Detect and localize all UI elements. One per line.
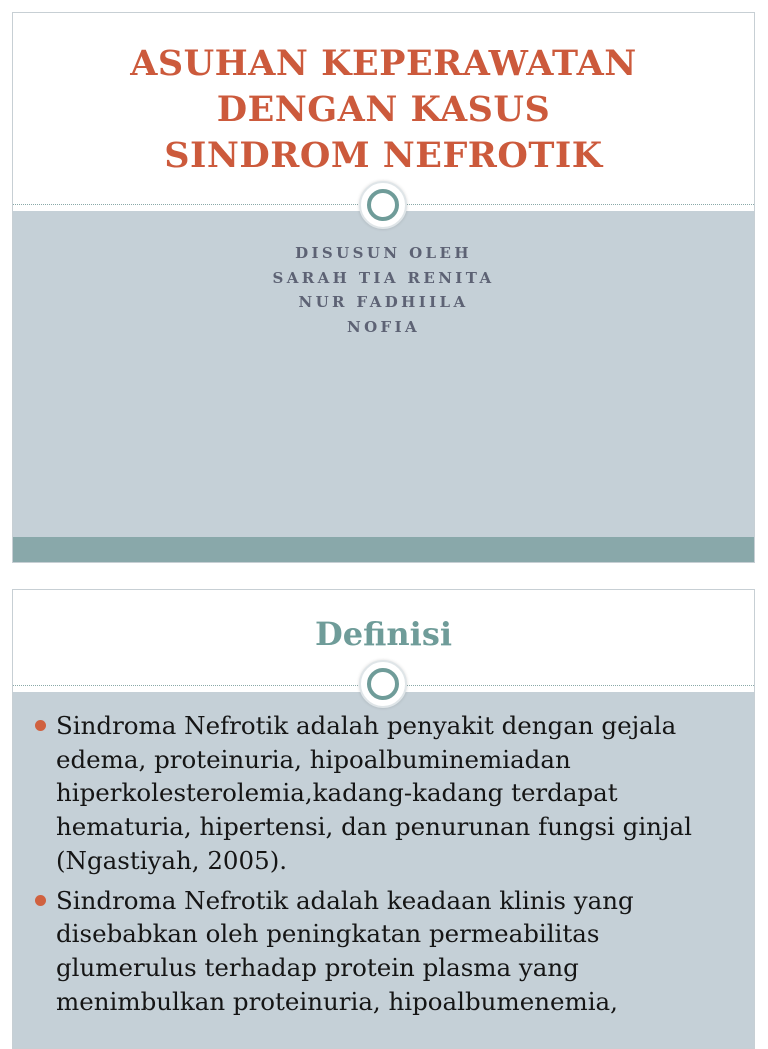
bullet-item: [35, 709, 740, 878]
author-block: [13, 241, 754, 339]
title-area: [13, 13, 754, 203]
slide-title-heading: [13, 41, 754, 179]
author-line-4: NOFIA: [346, 317, 421, 336]
slide-definisi: [12, 589, 755, 1049]
title-line-2: DENGAN KASUS: [216, 89, 551, 130]
author-line-2: SARAH TIA RENITA: [272, 268, 495, 287]
author-line-1: DISUSUN OLEH: [295, 244, 472, 262]
ring-ornament-icon: [359, 660, 407, 708]
title-line-3: SINDROM NEFROTIK: [164, 135, 603, 176]
ring-ornament-icon: [359, 181, 407, 229]
bullet-dot-icon: [35, 720, 46, 731]
bullet-item: [35, 884, 740, 1019]
footer-band: [13, 537, 754, 563]
bullet-text: Sindroma Nefrotik adalah keadaan klinis yang disebabkan oleh peningkatan permeabilitas glumerulus terhadap protein plasma yang menimbulkan proteinuria, hipoalbumenemia,: [56, 885, 634, 1016]
slide-title: [12, 12, 755, 563]
title-line-1: ASUHAN KEPERAWATAN: [130, 43, 637, 84]
slide-title-heading: Definisi: [315, 615, 452, 653]
bullet-text: Sindroma Nefrotik adalah penyakit dengan gejala edema, proteinuria, hipoalbuminemiadan hiperkolesterolemia,kadang-kadang terdapat hematuria, hipertensi, dan penurunan fungsi ginjal (Ngastiyah, 2005).: [56, 711, 692, 875]
bullet-dot-icon: [35, 895, 46, 906]
author-line-3: NUR FADHIILA: [298, 293, 469, 311]
bullet-list: [35, 709, 740, 1024]
